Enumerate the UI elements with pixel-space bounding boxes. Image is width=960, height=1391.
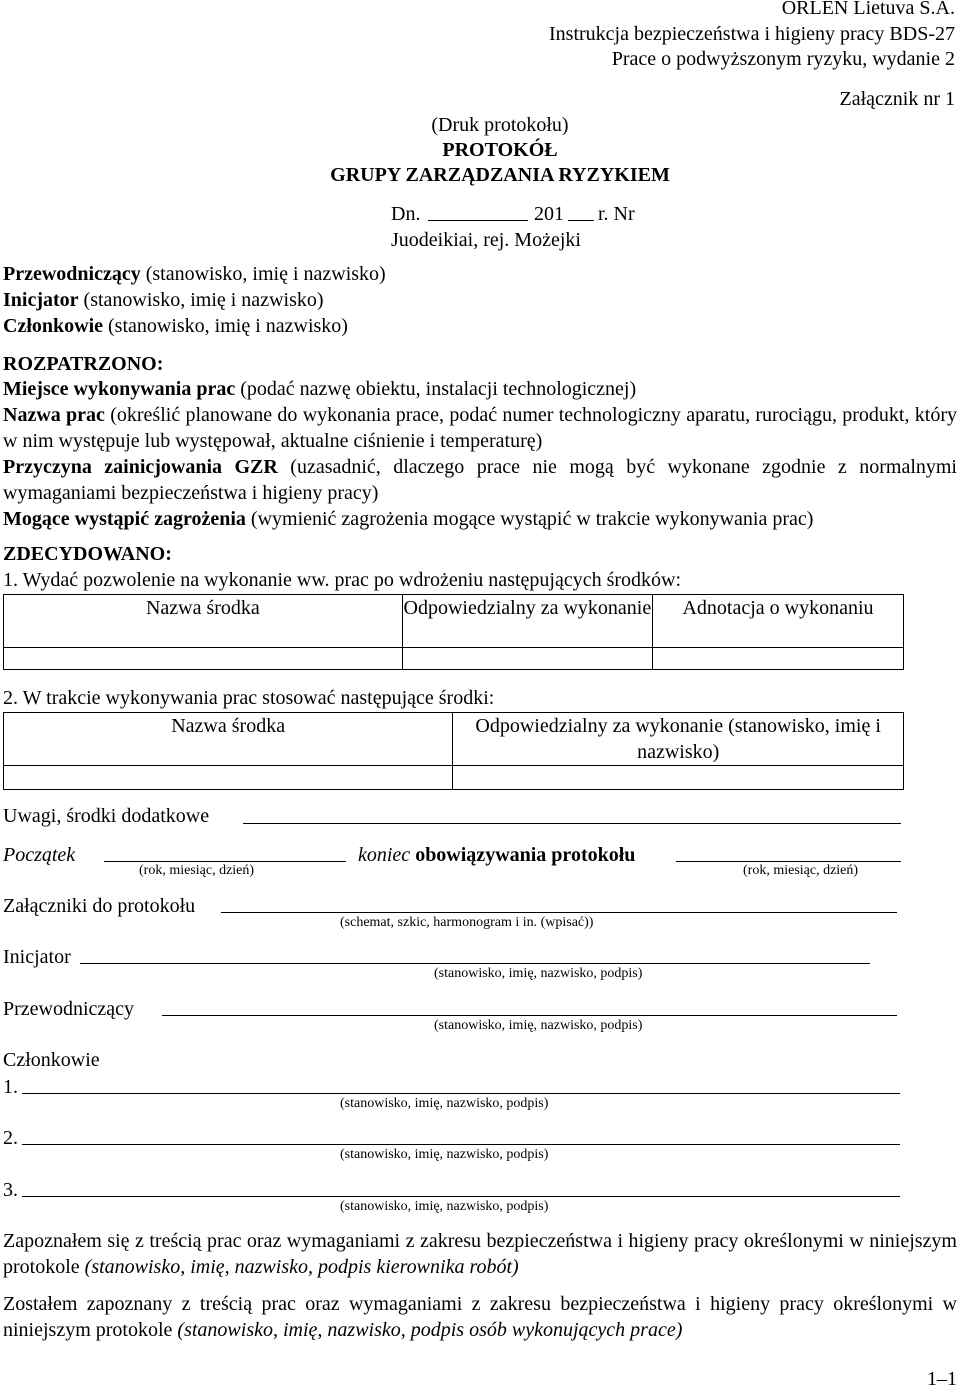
member-3-number: 3. [3,1179,18,1201]
chairman-hint: (stanowisko, imię, nazwisko, podpis) [434,1018,643,1033]
members-row [3,314,348,338]
ongoing-measures-table [3,712,904,790]
decided-item-1: 1. Wydać pozwolenie na wykonanie ww. prac po wdrożeniu następujących środków: [3,569,682,591]
measures-table-cell[interactable] [402,648,652,670]
measures-table [3,594,904,670]
day-month-blank-2 [440,220,528,221]
chairman-hint: (stanowisko, imię i nazwisko) [140,263,386,285]
end-label: koniec obowiązywania protokołu [358,844,636,866]
initiator-label: Inicjator [3,946,71,968]
member-1-number: 1. [3,1076,18,1098]
attachments-hint: (schemat, szkic, harmonogram i in. (wpisać)) [340,915,594,930]
document-title: PROTOKÓŁ [442,139,558,161]
member-3-line[interactable] [22,1196,900,1197]
page-number: 1–1 [927,1368,957,1390]
initiator-line[interactable] [80,963,870,964]
measures-table-header-note: Adnotacja o wykonaniu [653,595,904,648]
number-label: r. Nr [598,203,635,225]
members-label: Członkowie [3,1049,100,1071]
initiator-row [3,288,324,312]
remarks-label: Uwagi, środki dodatkowe [3,805,210,827]
members-role: Członkowie [3,315,103,337]
attachments-label: Załączniki do protokołu [3,895,196,917]
initiator-hint: (stanowisko, imię, nazwisko, podpis) [434,966,643,981]
initiator-role: Inicjator [3,289,79,311]
ongoing-table-cell[interactable] [4,766,453,790]
annex-number: Załącznik nr 1 [839,88,955,110]
ongoing-table-header-name: Nazwa środka [4,713,453,766]
considered-heading: ROZPATRZONO: [3,353,164,375]
initiator-hint: (stanowisko, imię i nazwisko) [78,289,324,311]
measures-table-cell[interactable] [653,648,904,670]
member-2-hint: (stanowisko, imię, nazwisko, podpis) [340,1147,549,1162]
considered-item-hazards: Mogące wystąpić zagrożenia (wymienić zagrożenia mogące wystąpić w trakcie wykonywania prac) [3,508,814,530]
year-prefix: 201 [534,203,564,225]
considered-item-location: Miejsce wykonywania prac (podać nazwę obiektu, instalacji technologicznej) [3,378,637,400]
member-3-hint: (stanowisko, imię, nazwisko, podpis) [340,1199,549,1214]
instruction-title: Instrukcja bezpieczeństwa i higieny pracy BDS-27 [549,23,955,45]
member-2-line[interactable] [22,1144,900,1145]
considered-item-reason: Przyczyna zainicjowania GZR (uzasadnić, dlaczego prace nie mogą być wykonane zgodnie z normalnymi wymaganiami bezpieczeństwa i higieny pracy) [3,456,957,504]
member-2-number: 2. [3,1127,18,1149]
ongoing-table-cell[interactable] [453,766,904,790]
start-label: Początek [3,844,76,866]
attachments-line[interactable] [221,912,897,913]
chairman-role: Przewodniczący [3,263,141,285]
acknowledgement-workers: Zostałem zapoznany z treścią prac oraz wymaganiami z zakresu bezpieczeństwa i higieny pracy określonymi w niniejszym protokole (stanowisko, imię, nazwisko, podpis osób wykonujących prace) [3,1293,957,1341]
print-note: (Druk protokołu) [431,114,569,136]
document-group: GRUPY ZARZĄDZANIA RYZYKIEM [330,164,670,186]
decided-heading: ZDECYDOWANO: [3,543,172,565]
date-prefix: Dn. [391,203,421,225]
company-name: ORLEN Lietuva S.A. [781,0,955,19]
chairman-line[interactable] [162,1015,897,1016]
place: Juodeikiai, rej. Możejki [391,229,581,251]
chairman-label: Przewodniczący [3,998,135,1020]
considered-item-work-name: Nazwa prac (określić planowane do wykonania prace, podać numer technologiczny aparatu, rurociągu, produkt, który w nim występuje lub występował, aktualne ciśnienie i temperaturę) [3,404,957,452]
measures-table-header-name: Nazwa środka [4,595,403,648]
year-blank [568,220,594,221]
decided-item-2: 2. W trakcie wykonywania prac stosować następujące środki: [3,687,495,709]
instruction-subtitle: Prace o podwyższonym ryzyku, wydanie 2 [611,48,955,70]
acknowledgement-manager: Zapoznałem się z treścią prac oraz wymaganiami z zakresu bezpieczeństwa i higieny pracy określonymi w niniejszym protokole (stanowisko, imię, nazwisko, podpis kierownika robót) [3,1230,957,1278]
chairman-row [3,262,386,286]
ongoing-table-header-responsible: Odpowiedzialny za wykonanie (stanowisko, imię i nazwisko) [453,713,904,766]
member-1-hint: (stanowisko, imię, nazwisko, podpis) [340,1096,549,1111]
start-hint: (rok, miesiąc, dzień) [139,863,255,878]
measures-table-cell[interactable] [4,648,403,670]
measures-table-header-responsible: Odpowiedzialny za wykonanie [402,595,652,648]
member-1-line[interactable] [22,1093,900,1094]
end-hint: (rok, miesiąc, dzień) [743,863,859,878]
remarks-line[interactable] [243,823,901,824]
members-hint: (stanowisko, imię i nazwisko) [103,315,348,337]
